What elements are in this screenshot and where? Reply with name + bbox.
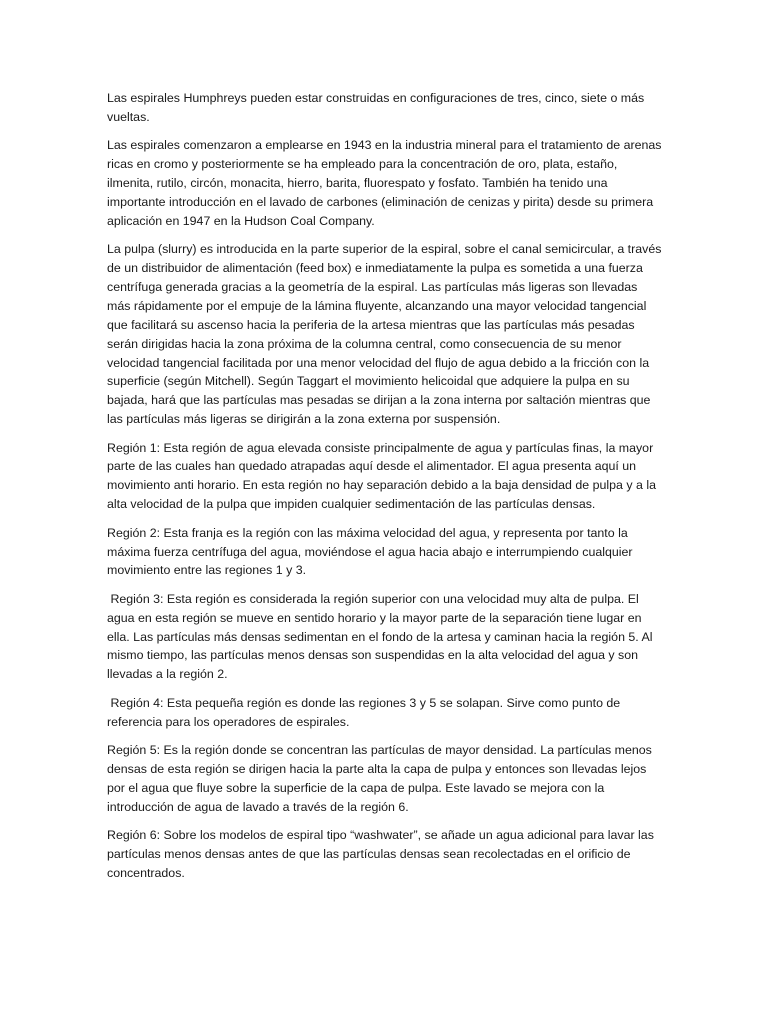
paragraph-region-1: Región 1: Esta región de agua elevada consiste principalmente de agua y partículas finas, la mayor parte de las cuales han quedado atrapadas aquí desde el alimentador. El agua presenta aquí un movimiento anti horario. En esta región no hay separación debido a la baja densidad de pulpa y a la alta velocidad de la pulpa que impiden cualquier sedimentación de las partículas densas. <box>107 440 660 512</box>
paragraph-region-4: Región 4: Esta pequeña región es donde las regiones 3 y 5 se solapan. Sirve como punto de referencia para los operadores de espirales. <box>107 695 624 729</box>
paragraph-region-5: Región 5: Es la región donde se concentran las partículas de mayor densidad. La partículas menos densas de esta región se dirigen hacia la parte alta la capa de pulpa y entonces son llevadas lejos por el agua que fluye sobre la superficie de la capa de pulpa. Este lavado se mejora con la introducción de agua de lavado a través de la región 6. <box>107 742 656 814</box>
paragraph-history: Las espirales comenzaron a emplearse en 1943 en la industria mineral para el tratamiento de arenas ricas en cromo y posteriormente se ha empleado para la concentración de oro, plata, estaño, ilmenita, rutilo, circón, monacita, hierro, barita, fluorespato y fosfato. También ha tenido una importante introducción en el lavado de carbones (eliminación de cenizas y pirita) desde su primera aplicación en 1947 en la Hudson Coal Company. <box>107 138 665 228</box>
paragraph-region-2: Región 2: Esta franja es la región con las máxima velocidad del agua, y representa por tanto la máxima fuerza centrífuga del agua, moviéndose el agua hacia abajo e interrumpiendo cualquier movimiento entre las regiones 1 y 3. <box>107 525 637 578</box>
paragraph-pulp-process: La pulpa (slurry) es introducida en la parte superior de la espiral, sobre el canal semicircular, a través de un distribuidor de alimentación (feed box) e inmediatamente la pulpa es sometida a una fuerza centrífuga generada gracias a la geometría de la espiral. Las partículas más ligeras son llevadas más rápidamente por el empuje de la lámina fluyente, alcanzando una mayor velocidad tangencial que facilitará su ascenso hacia la periferia de la artesa mientras que las partículas más pesadas serán dirigidas hacia la zona próxima de la columna central, como consecuencia de su menor velocidad tangencial facilitada por una menor velocidad del flujo de agua debido a la fricción con la superficie (según Mitchell). Según Taggart el movimiento helicoidal que adquiere la pulpa en su bajada, hará que las partículas mas pesadas se dirijan a la zona interna por saltación mientras que las partículas más ligeras se dirigirán a la zona externa por suspensión. <box>107 242 665 427</box>
paragraph-humphreys-configurations: Las espirales Humphreys pueden estar construidas en configuraciones de tres, cinco, siete o más vueltas. <box>107 91 648 124</box>
document-body <box>107 89 663 892</box>
paragraph-region-3: Región 3: Esta región es considerada la región superior con una velocidad muy alta de pulpa. El agua en esta región se mueve en sentido horario y la mayor parte de la separación tiene lugar en ella. Las partículas más densas sedimentan en el fondo de la artesa y caminan hacia la región 5. Al mismo tiempo, las partículas menos densas son suspendidas en la alta velocidad del agua y son llevadas a la región 2. <box>107 591 656 682</box>
paragraph-region-6: Región 6: Sobre los modelos de espiral tipo “washwater”, se añade un agua adicional para lavar las partículas menos densas antes de que las partículas densas sean recolectadas en el orificio de concentrados. <box>107 827 658 880</box>
